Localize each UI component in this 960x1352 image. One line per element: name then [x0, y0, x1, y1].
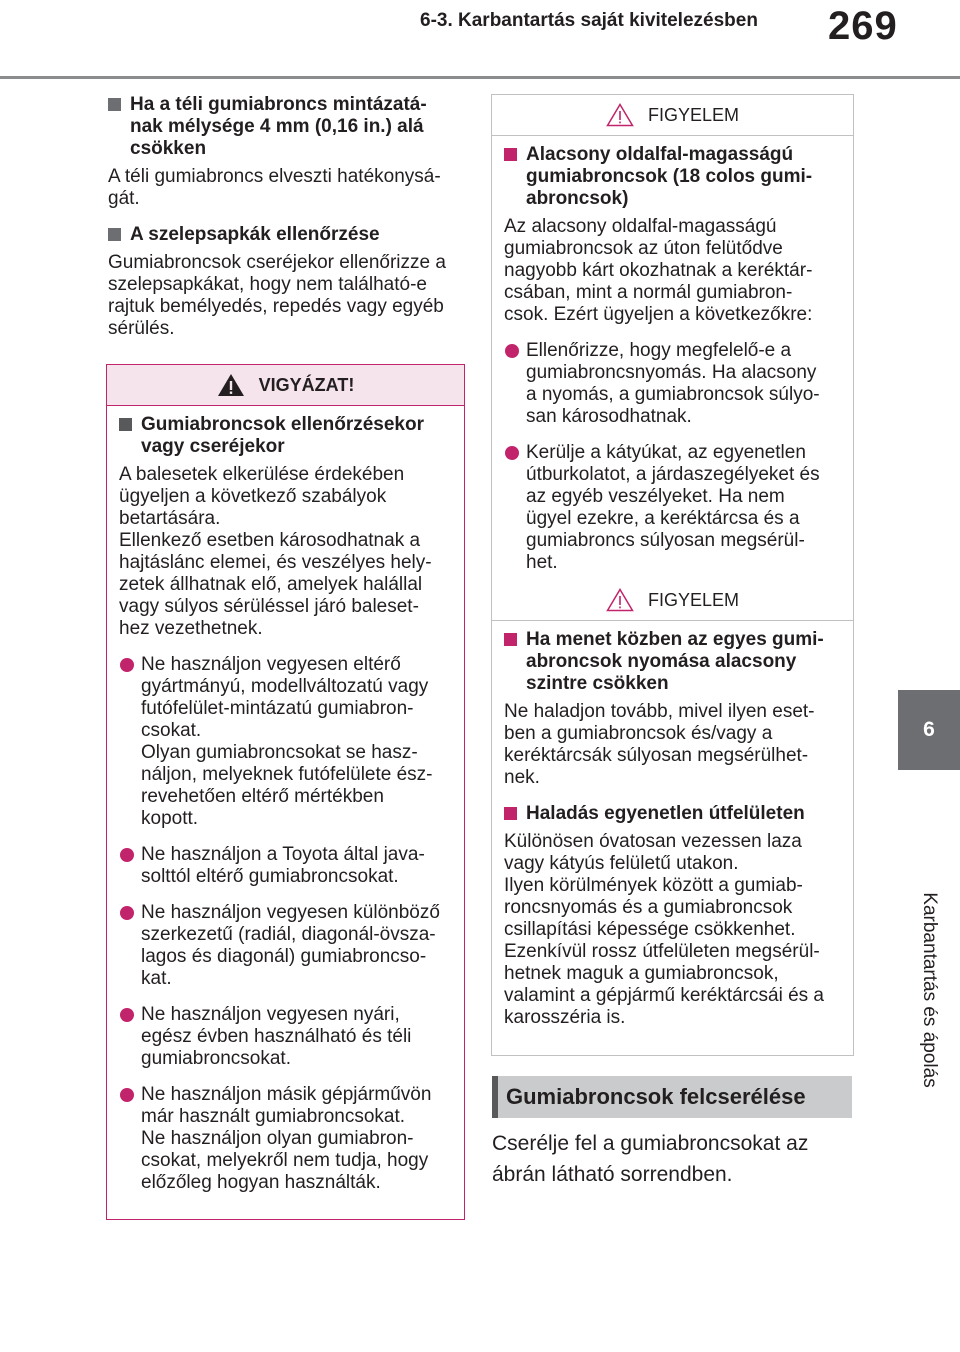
chapter-tab-title — [915, 780, 943, 1200]
notice2-text-2: Különösen óvatosan vezessen laza vagy kátyús felületű utakon. Ilyen körülmények között a gumiab- roncsnyomás és a gumiabroncsok csillapítási képessége csökkenhet. Ezenkívül rossz útfelületen megsérül- hetnek maguk a gumiabroncsok, valamint a gépjármű keréktárcsái és a karosszéria is. — [504, 831, 824, 1028]
notice1-bullet: Ellenőrizze, hogy megfelelő-e a gumiabroncsnyomás. Ha alacsony a nyomás, a gumiabroncsok súlyo- san károsodhatnak. — [504, 340, 841, 428]
section-title: Gumiabroncsok felcserélése — [492, 1076, 852, 1118]
warning-heading: Gumiabroncsok ellenőrzésekor vagy cseréjekor — [119, 414, 452, 458]
warning-header — [107, 365, 464, 406]
chapter-tab-number: 6 — [898, 690, 960, 770]
bullet-dot-icon — [505, 446, 519, 460]
bullet-dot-icon — [120, 906, 134, 920]
running-header-title: 6-3. Karbantartás saját kivitelezésben — [420, 10, 758, 31]
caution-triangle-icon — [606, 588, 634, 612]
notice-header-1 — [492, 95, 853, 136]
warning-bullet: Ne használjon a Toyota által java- solttól eltérő gumiabroncsokat. — [119, 844, 452, 888]
chapter-tab-title-text: Karbantartás és ápolás — [919, 892, 940, 1088]
valve-cap-text: Gumiabroncsok cseréjekor ellenőrizze a szelepsapkákat, hogy nem található-e rajtuk bemélyedés, repedés vagy egyéb sérülés. — [108, 252, 446, 339]
notice2-heading-2: Haladás egyenetlen útfelületen — [504, 803, 841, 825]
notice1-heading: Alacsony oldalfal-magasságú gumiabroncsok (18 colos gumi- abroncsok) — [504, 144, 841, 210]
header-rule — [0, 76, 960, 79]
warning-text: A balesetek elkerülése érdekében ügyeljen a következő szabályok betartására. Ellenkező esetben károsodhatnak a hajtáslánc elemei, és veszélyes hely- zetek állhatnak elő, amelyek halállal vagy súlyos sérüléssel járó baleset- hez vezethetnek. — [119, 464, 432, 639]
notice2-text-1: Ne haladjon tovább, mivel ilyen eset- ben a gumiabroncsok és/vagy a keréktárcsák súlyosan megsérülhet- nek. — [504, 701, 815, 788]
bullet-dot-icon — [120, 1008, 134, 1022]
page-number: 269 — [828, 4, 898, 48]
warning-triangle-icon — [217, 373, 245, 397]
bullet-dot-icon — [505, 344, 519, 358]
warning-title: VIGYÁZAT! — [258, 374, 355, 395]
caution-triangle-icon — [606, 103, 634, 127]
left-column — [108, 94, 468, 354]
valve-cap-heading: A szelepsapkák ellenőrzése — [108, 224, 468, 246]
notice2-heading-1: Ha menet közben az egyes gumi- abroncsok nyomása alacsony szintre csökken — [504, 629, 841, 695]
winter-tire-text: A téli gumiabroncs elveszti hatékonysá- gát. — [108, 166, 441, 209]
warning-bullet: Ne használjon másik gépjárművön már használt gumiabroncsokat. Ne használjon olyan gumiabron- csokat, melyekről nem tudja, hogy előzőleg hogyan használták. — [119, 1084, 452, 1194]
square-bullet-icon — [119, 418, 132, 431]
warning-bullet: Ne használjon vegyesen nyári, egész évben használható és téli gumiabroncsokat. — [119, 1004, 452, 1070]
warning-box — [106, 364, 465, 1220]
square-bullet-icon — [504, 148, 517, 161]
notice-box — [491, 94, 854, 1056]
notice-title-1: FIGYELEM — [647, 104, 740, 125]
bullet-dot-icon — [120, 658, 134, 672]
notice1-bullet: Kerülje a kátyúkat, az egyenetlen útburkolatot, a járdaszegélyeket és az egyéb veszélyeket. Ha nem ügyel ezekre, a keréktárcsa és a gumiabroncs súlyosan megsérül- het. — [504, 442, 841, 574]
notice-header-2 — [492, 580, 853, 621]
warning-bullet: Ne használjon vegyesen eltérő gyártmányú, modellváltozatú vagy futófelület-mintázatú gumiabron- csokat. Olyan gumiabroncsokat se hasz- náljon, melyeknek futófelülete ész- revehetően eltérő mértékben kopott. — [119, 654, 452, 830]
section-text: Cserélje fel a gumiabroncsokat az ábrán látható sorrendben. — [492, 1132, 809, 1186]
notice-title-2: FIGYELEM — [647, 589, 740, 610]
notice1-text: Az alacsony oldalfal-magasságú gumiabroncsok az úton felütődve nagyobb kárt okozhatnak a keréktár- csában, mint a normál gumiabron- csok. Ezért ügyeljen a következőkre: — [504, 216, 813, 325]
square-bullet-icon — [504, 633, 517, 646]
warning-bullet: Ne használjon vegyesen különböző szerkezetű (radiál, diagonál-övsza- lagos és diagonál) gumiabroncso- kat. — [119, 902, 452, 990]
bullet-dot-icon — [120, 848, 134, 862]
square-bullet-icon — [504, 807, 517, 820]
winter-tire-heading: Ha a téli gumiabroncs mintázatá- nak mélysége 4 mm (0,16 in.) alá csökken — [108, 94, 468, 160]
square-bullet-icon — [108, 98, 121, 111]
bullet-dot-icon — [120, 1088, 134, 1102]
square-bullet-icon — [108, 228, 121, 241]
